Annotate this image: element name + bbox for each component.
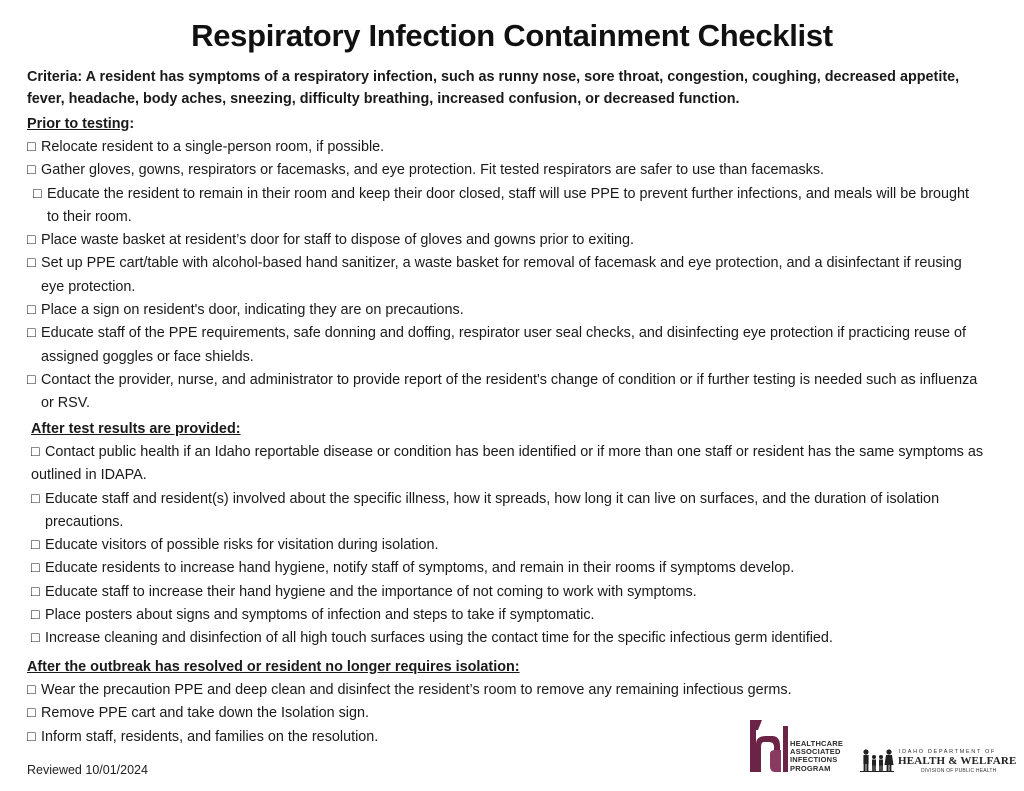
checklist-item[interactable]: □Gather gloves, gowns, respirators or facemasks, and eye protection. Fit tested respirators are safer to use than facemasks.	[27, 159, 982, 182]
checklist-item[interactable]: □Educate the resident to remain in their room and keep their door closed, staff will use PPE to prevent further infections, and meals will be brought to their room.	[27, 183, 982, 230]
checkbox-icon[interactable]: □	[27, 728, 36, 745]
checklist-item[interactable]: □Wear the precaution PPE and deep clean and disinfect the resident’s room to remove any remaining infectious germs.	[27, 679, 982, 702]
checkbox-icon[interactable]: □	[27, 162, 36, 179]
idhw-division: DIVISION OF PUBLIC HEALTH	[921, 768, 997, 774]
section-heading: After test results are provided:	[31, 421, 241, 437]
checkbox-icon[interactable]: □	[31, 583, 40, 600]
criteria-text: Criteria: A resident has symptoms of a respiratory infection, such as runny nose, sore throat, congestion, coughing, decreased appetite, fever, headache, body aches, sneezing, difficulty breathing, increased confusion, or decreased function.	[27, 69, 960, 107]
checklist-item[interactable]: □Inform staff, residents, and families on the resolution.	[27, 726, 982, 749]
checkbox-icon[interactable]: □	[31, 607, 40, 624]
checklist-item[interactable]: □Relocate resident to a single-person room, if possible.	[27, 136, 982, 159]
checkbox-icon[interactable]: □	[33, 185, 42, 202]
checklist-item[interactable]: □Contact the provider, nurse, and administrator to provide report of the resident's change of condition or if further testing is needed such as influenza or RSV.	[27, 369, 982, 416]
checkbox-icon[interactable]: □	[27, 255, 36, 272]
checklist-item[interactable]: □Educate staff of the PPE requirements, safe donning and doffing, respirator user seal checks, and disinfecting eye protection if practicing reuse of assigned goggles or face shields.	[27, 322, 982, 369]
checklist-item[interactable]: □Contact public health if an Idaho reportable disease or condition has been identified or if more than one staff or resident has the same symptoms as outlined in IDAPA.	[31, 441, 986, 488]
family-figures-icon	[860, 746, 894, 772]
checklist-item[interactable]: □Educate residents to increase hand hygiene, notify staff of symptoms, and remain in their rooms if symptoms develop.	[31, 557, 986, 580]
checklist-item[interactable]: □Place waste basket at resident’s door for staff to dispose of gloves and gowns prior to exiting.	[27, 229, 982, 252]
checklist-item[interactable]: □Educate visitors of possible risks for visitation during isolation.	[31, 534, 986, 557]
idhw-name: HEALTH & WELFARE	[898, 755, 1017, 767]
checkbox-icon[interactable]: □	[27, 139, 36, 155]
checkbox-icon[interactable]: □	[27, 682, 36, 698]
section-heading: Prior to testing:	[27, 116, 135, 132]
reviewed-date: Reviewed 10/01/2024	[27, 763, 148, 777]
checkbox-icon[interactable]: □	[31, 560, 40, 577]
checkbox-icon[interactable]: □	[27, 371, 36, 388]
checkbox-icon[interactable]: □	[31, 630, 40, 647]
section-after-test-results	[31, 418, 986, 651]
checkbox-icon[interactable]: □	[31, 444, 40, 460]
checkbox-icon[interactable]: □	[27, 302, 36, 319]
checkbox-icon[interactable]: □	[31, 537, 40, 554]
hai-program-name: HEALTHCARE ASSOCIATED INFECTIONS PROGRAM	[790, 739, 844, 773]
checkbox-icon[interactable]: □	[31, 490, 40, 507]
section-prior-to-testing	[27, 113, 982, 416]
checklist-item[interactable]: □Place a sign on resident's door, indicating they are on precautions.	[27, 299, 982, 322]
checklist-item[interactable]: □Place posters about signs and symptoms of infection and steps to take if symptomatic.	[31, 604, 986, 627]
checklist-item[interactable]: □Remove PPE cart and take down the Isolation sign.	[27, 702, 982, 725]
checkbox-icon[interactable]: □	[27, 232, 36, 249]
hai-mark-icon	[750, 720, 788, 772]
checkbox-icon[interactable]: □	[27, 705, 36, 722]
idhw-department-label: IDAHO DEPARTMENT OF	[899, 749, 996, 755]
section-heading: After the outbreak has resolved or resident no longer requires isolation:	[27, 659, 520, 675]
checkbox-icon[interactable]: □	[27, 325, 36, 342]
checklist-item[interactable]: □Educate staff and resident(s) involved about the specific illness, how it spreads, how long it can live on surfaces, and the duration of isolation precautions.	[31, 488, 986, 535]
checklist-item[interactable]: □Set up PPE cart/table with alcohol-based hand sanitizer, a waste basket for removal of facemask and eye protection, and a disinfectant if reusing eye protection.	[27, 252, 982, 299]
page-title: Respiratory Infection Containment Checklist	[191, 18, 833, 53]
checklist-item[interactable]: □Educate staff to increase their hand hygiene and the importance of not coming to work with symptoms.	[31, 581, 986, 604]
checklist-item[interactable]: □Increase cleaning and disinfection of all high touch surfaces using the contact time for the specific infectious germ identified.	[31, 627, 986, 650]
